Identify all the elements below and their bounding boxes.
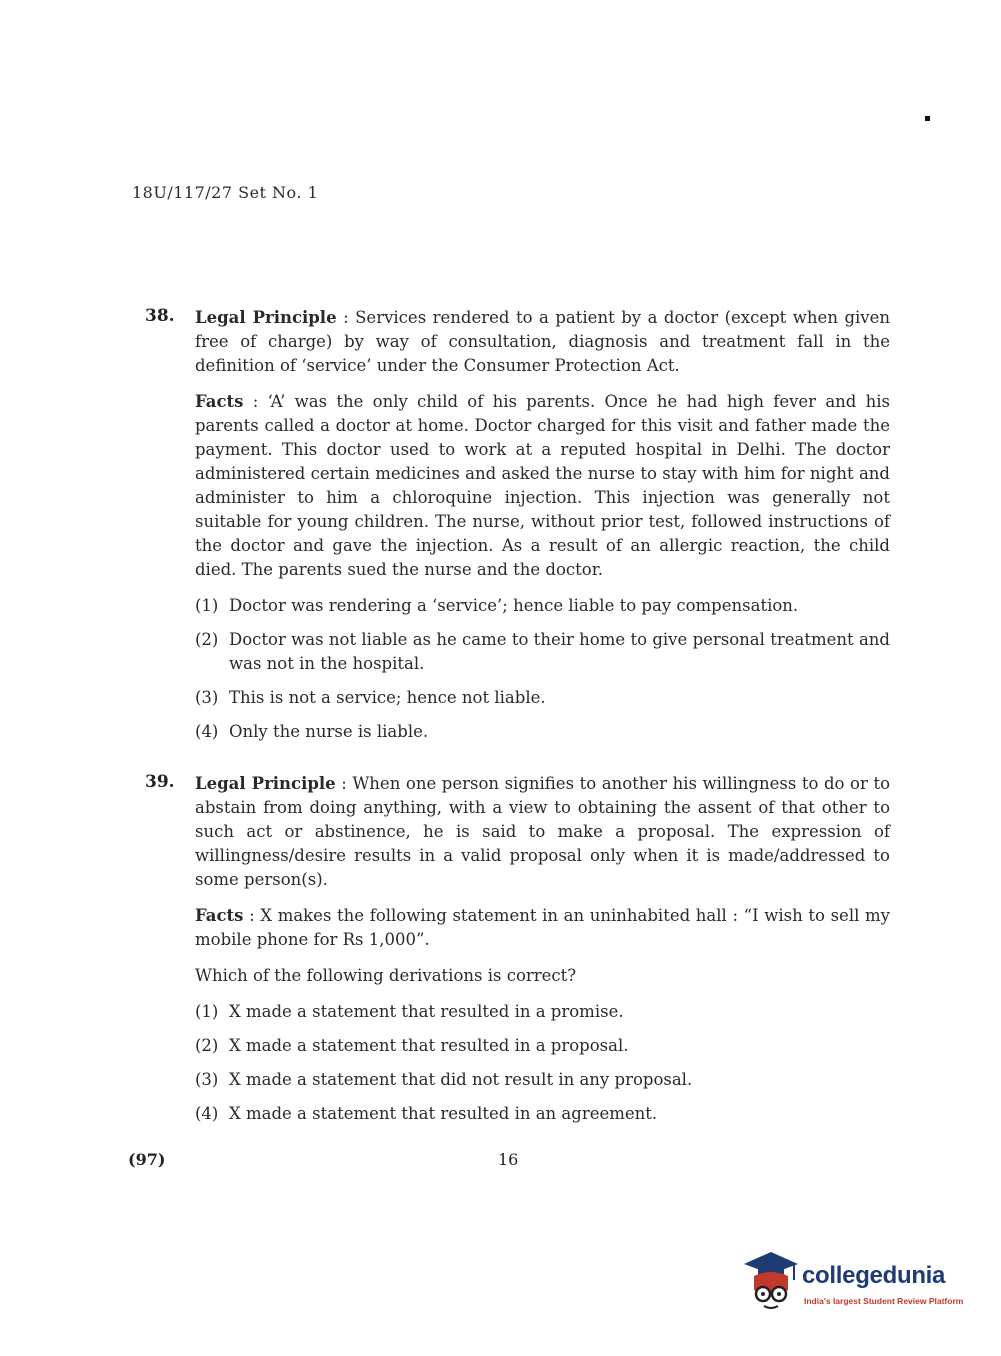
- option-number: (2): [195, 630, 219, 649]
- facts-text: : ‘A’ was the only child of his parents. Once he had high fever and his parents called a doctor at home. Doctor charged for this visit and father made the payment. This doctor used to work at a reputed hospital in Delhi. The doctor administered certain medicines and asked the nurse to stay with him for night and administer to him a chloroquine injection. This injection was generally not suitable for young children. The nurse, without prior test, followed instructions of the doctor and gave the injection. As a result of an allergic reaction, the child died. The parents sued the nurse and the doctor.: [195, 392, 890, 579]
- legal-principle: [195, 772, 890, 892]
- option[interactable]: [195, 686, 890, 710]
- legal-principle: [195, 306, 890, 378]
- option-text: Doctor was rendering a ‘service’; hence liable to pay compensation.: [229, 596, 799, 615]
- option-number: (4): [195, 1104, 219, 1123]
- question-number: 38.: [145, 306, 175, 326]
- option-number: (3): [195, 1070, 219, 1089]
- option-number: (1): [195, 596, 219, 615]
- paper-code: 18U/117/27 Set No. 1: [132, 183, 319, 202]
- option-text: X made a statement that did not result in any proposal.: [229, 1070, 693, 1089]
- option-text: This is not a service; hence not liable.: [229, 688, 546, 707]
- facts-text: : X makes the following statement in an uninhabited hall : “I wish to sell my mobile phone for Rs 1,000”.: [195, 906, 890, 949]
- question-body: [195, 306, 890, 754]
- logo-tagline: India's largest Student Review Platform: [804, 1296, 964, 1306]
- facts-label: Facts: [195, 906, 244, 925]
- principle-label: Legal Principle: [195, 774, 336, 793]
- option[interactable]: [195, 1034, 890, 1058]
- option-number: (1): [195, 1002, 219, 1021]
- option[interactable]: [195, 628, 890, 676]
- collegedunia-logo[interactable]: [742, 1250, 972, 1320]
- facts-label: Facts: [195, 392, 244, 411]
- option[interactable]: [195, 720, 890, 744]
- question-body: [195, 772, 890, 1136]
- page-number: 16: [498, 1150, 519, 1169]
- principle-label: Legal Principle: [195, 308, 337, 327]
- graduate-mascot-icon: [742, 1250, 800, 1314]
- principle-text: : When one person signifies to another his willingness to do or to abstain from doing anything, with a view to obtaining the assent of that other to such act or abstinence, he is said to make a proposal. The expression of willingness/desire results in a valid proposal only when it is made/addressed to some person(s).: [195, 774, 891, 889]
- option-number: (2): [195, 1036, 219, 1055]
- footer-code: (97): [128, 1150, 166, 1169]
- facts: [195, 904, 890, 952]
- option[interactable]: [195, 594, 890, 618]
- option-text: Doctor was not liable as he came to their home to give personal treatment and was not in the hospital.: [229, 630, 890, 673]
- question-number: 39.: [145, 772, 175, 792]
- option-number: (3): [195, 688, 219, 707]
- option[interactable]: [195, 1068, 890, 1092]
- facts: [195, 390, 890, 582]
- option[interactable]: [195, 1102, 890, 1126]
- scan-dot: [925, 116, 930, 121]
- option-number: (4): [195, 722, 219, 741]
- option-text: Only the nurse is liable.: [229, 722, 429, 741]
- option-text: X made a statement that resulted in a promise.: [229, 1002, 624, 1021]
- option-text: X made a statement that resulted in a proposal.: [229, 1036, 629, 1055]
- question-prompt: Which of the following derivations is correct?: [195, 966, 577, 985]
- option[interactable]: [195, 1000, 890, 1024]
- principle-text: : Services rendered to a patient by a doctor (except when given free of charge) by way of consultation, diagnosis and treatment fall in the definition of ‘service’ under the Consumer Protection Act.: [195, 308, 890, 375]
- logo-brand: collegedunia: [802, 1262, 946, 1289]
- option-text: X made a statement that resulted in an agreement.: [229, 1104, 658, 1123]
